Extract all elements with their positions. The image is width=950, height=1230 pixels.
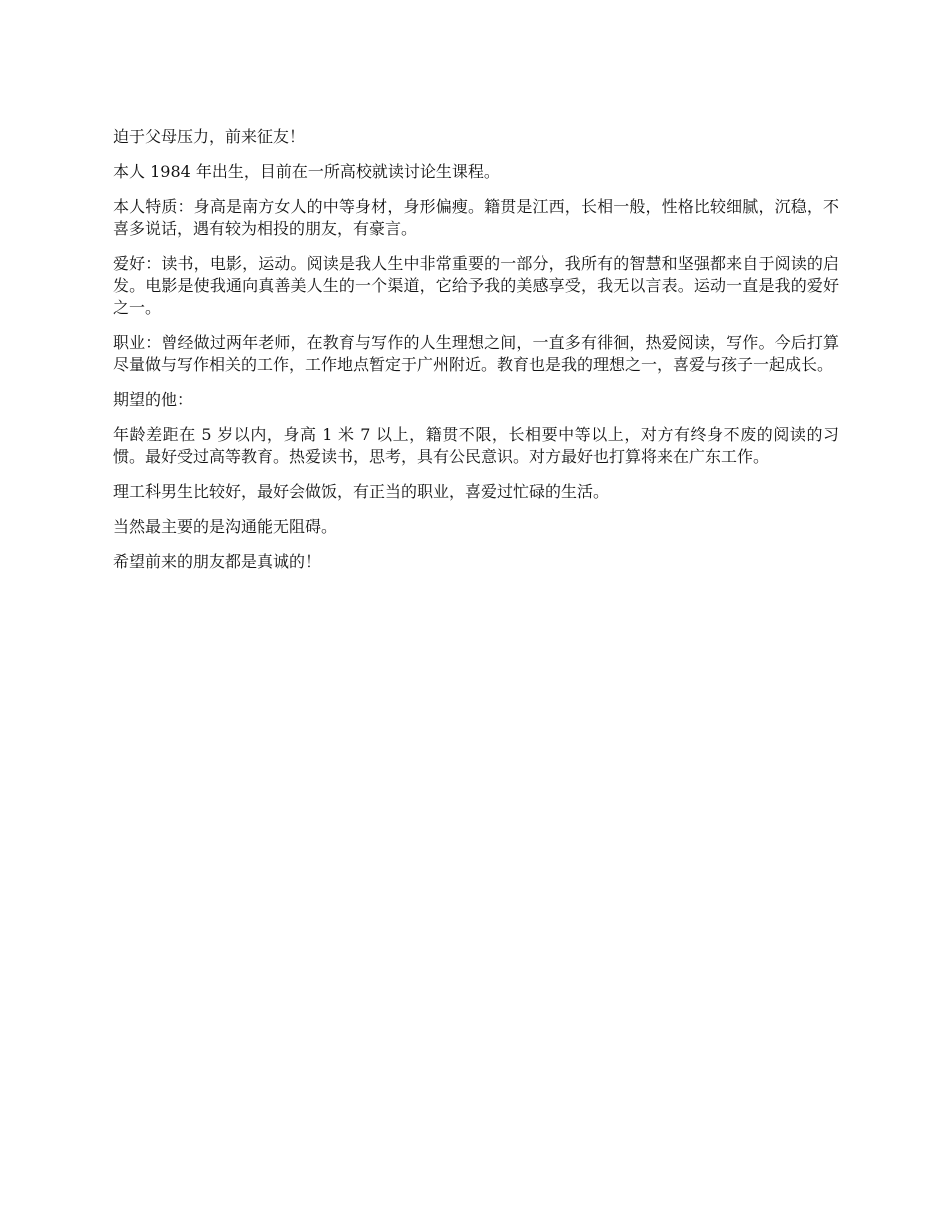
paragraph-preference: 理工科男生比较好，最好会做饭，有正当的职业，喜爱过忙碌的生活。 xyxy=(113,482,610,501)
paragraph-expectation-heading: 期望的他： xyxy=(113,390,194,409)
paragraph-hobbies: 爱好：读书，电影，运动。阅读是我人生中非常重要的一部分，我所有的智慧和坚强都来自于阅读的启发。电影是使我通向真善美人生的一个渠道，它给予我的美感享受，我无以言表。运动一直是我的爱好之一。 xyxy=(113,254,839,317)
paragraph-occupation: 职业：曾经做过两年老师，在教育与写作的人生理想之间，一直多有徘徊，热爱阅读，写作。今后打算尽量做与写作相关的工作，工作地点暂定于广州附近。教育也是我的理想之一，喜爱与孩子一起成长。 xyxy=(113,333,839,374)
document-body xyxy=(113,126,839,586)
paragraph-closing: 希望前来的朋友都是真诚的！ xyxy=(113,552,322,571)
paragraph-birth-year: 本人 1984 年出生，目前在一所高校就读讨论生课程。 xyxy=(113,162,500,181)
paragraph-communication: 当然最主要的是沟通能无阻碍。 xyxy=(113,517,338,536)
paragraph-traits: 本人特质：身高是南方女人的中等身材，身形偏瘦。籍贯是江西，长相一般，性格比较细腻，沉稳，不喜多说话，遇有较为相投的朋友，有豪言。 xyxy=(113,197,839,238)
paragraph-expectation-details: 年龄差距在 5 岁以内，身高 1 米 7 以上，籍贯不限，长相要中等以上，对方有终身不废的阅读的习惯。最好受过高等教育。热爱读书，思考，具有公民意识。对方最好也打算将来在广东工作。 xyxy=(113,425,839,466)
paragraph-intro: 迫于父母压力，前来征友！ xyxy=(113,127,306,146)
